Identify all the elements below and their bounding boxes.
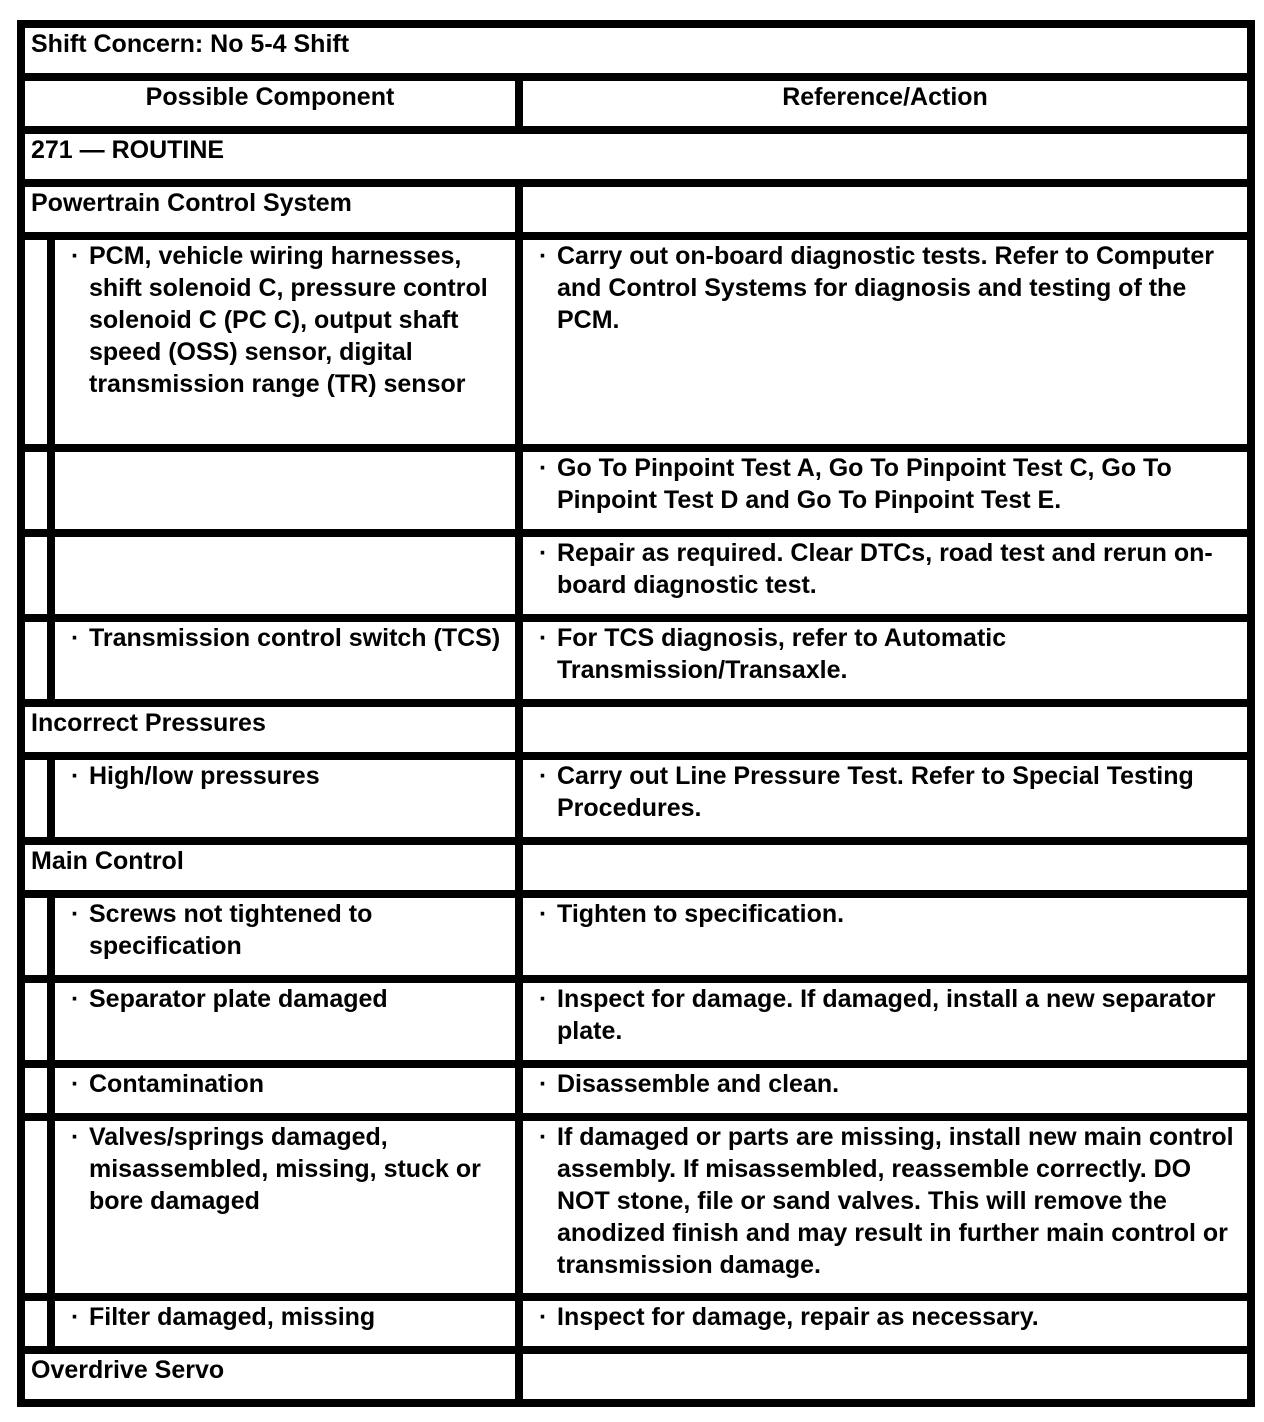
- section-name: Main Control: [21, 841, 519, 894]
- item-row: [21, 1064, 1251, 1117]
- action-cell: [519, 533, 1251, 618]
- action-cell: [519, 756, 1251, 841]
- action-cell: [519, 618, 1251, 703]
- component-cell: [51, 756, 519, 841]
- component-cell-text: Valves/springs damaged, misassembled, missing, stuck or bore damaged: [89, 1123, 481, 1215]
- action-cell-text: Repair as required. Clear DTCs, road test and rerun on-board diagnostic test.: [557, 539, 1213, 599]
- indent-cell: [21, 756, 51, 841]
- component-cell-text: High/low pressures: [89, 762, 320, 790]
- component-cell: [51, 1064, 519, 1117]
- action-cell-text: For TCS diagnosis, refer to Automatic Transmission/Transaxle.: [557, 624, 1007, 684]
- section-row: [21, 703, 1251, 756]
- section-row: [21, 1350, 1251, 1403]
- bullet-icon: ·: [539, 762, 548, 790]
- title-row: [21, 24, 1251, 77]
- action-cell-text: Carry out on-board diagnostic tests. Refer to Computer and Control Systems for diagnosis and testing of the PCM.: [557, 242, 1215, 334]
- section-row: [21, 183, 1251, 236]
- bullet-icon: ·: [71, 624, 80, 652]
- column-header-action: Reference/Action: [519, 77, 1251, 130]
- routine-row: [21, 130, 1251, 183]
- action-cell-text: Go To Pinpoint Test A, Go To Pinpoint Test C, Go To Pinpoint Test D and Go To Pinpoint Test E.: [557, 454, 1172, 514]
- item-row: [21, 618, 1251, 703]
- action-cell: [519, 1117, 1251, 1297]
- bullet-icon: ·: [539, 1123, 548, 1151]
- bullet-icon: ·: [71, 900, 80, 928]
- bullet-icon: ·: [71, 242, 80, 270]
- bullet-icon: ·: [539, 900, 548, 928]
- component-cell: [51, 894, 519, 979]
- bullet-icon: ·: [71, 985, 80, 1013]
- action-cell: [519, 1297, 1251, 1350]
- component-cell: [51, 1297, 519, 1350]
- section-action-empty: [519, 703, 1251, 756]
- component-cell: [51, 1117, 519, 1297]
- action-cell-text: If damaged or parts are missing, install new main control assembly. If misassembled, reassemble correctly. DO NOT stone, file or sand valves. This will remove the anodized finish and may result in further main control or transmission damage.: [557, 1123, 1234, 1279]
- table-title: Shift Concern: No 5-4 Shift: [21, 24, 1251, 77]
- header-row: [21, 77, 1251, 130]
- action-cell: [519, 448, 1251, 533]
- section-action-empty: [519, 183, 1251, 236]
- action-cell: [519, 236, 1251, 448]
- bullet-icon: ·: [539, 624, 548, 652]
- component-cell: [51, 448, 519, 533]
- component-cell-text: Screws not tightened to specification: [89, 900, 373, 960]
- action-cell-text: Disassemble and clean.: [557, 1070, 840, 1098]
- bullet-icon: ·: [539, 985, 548, 1013]
- bullet-icon: ·: [71, 762, 80, 790]
- item-row: [21, 533, 1251, 618]
- column-header-component: Possible Component: [21, 77, 519, 130]
- bullet-icon: ·: [539, 1303, 548, 1331]
- item-row: [21, 236, 1251, 448]
- bullet-icon: ·: [539, 242, 548, 270]
- component-cell-text: Filter damaged, missing: [89, 1303, 376, 1331]
- item-row: [21, 1297, 1251, 1350]
- indent-cell: [21, 236, 51, 448]
- section-row: [21, 841, 1251, 894]
- item-row: [21, 979, 1251, 1064]
- section-name: Incorrect Pressures: [21, 703, 519, 756]
- component-cell-text: Contamination: [89, 1070, 264, 1098]
- indent-cell: [21, 1297, 51, 1350]
- action-cell-text: Inspect for damage. If damaged, install a new separator plate.: [557, 985, 1216, 1045]
- shift-concern-table: [17, 20, 1255, 1407]
- component-cell-text: Separator plate damaged: [89, 985, 388, 1013]
- section-action-empty: [519, 841, 1251, 894]
- component-cell-text: PCM, vehicle wiring harnesses, shift solenoid C, pressure control solenoid C (PC C), output shaft speed (OSS) sensor, digital transmission range (TR) sensor: [89, 242, 488, 398]
- section-name: Overdrive Servo: [21, 1350, 519, 1403]
- component-cell-text: Transmission control switch (TCS): [89, 624, 501, 652]
- component-cell: [51, 236, 519, 448]
- bullet-icon: ·: [539, 1070, 548, 1098]
- component-cell: [51, 979, 519, 1064]
- item-row: [21, 756, 1251, 841]
- bullet-icon: ·: [71, 1303, 80, 1331]
- item-row: [21, 448, 1251, 533]
- action-cell: [519, 894, 1251, 979]
- action-cell: [519, 979, 1251, 1064]
- bullet-icon: ·: [539, 454, 548, 482]
- action-cell-text: Inspect for damage, repair as necessary.: [557, 1303, 1039, 1331]
- indent-cell: [21, 1117, 51, 1297]
- section-name: Powertrain Control System: [21, 183, 519, 236]
- indent-cell: [21, 618, 51, 703]
- indent-cell: [21, 1064, 51, 1117]
- component-cell: [51, 533, 519, 618]
- item-row: [21, 894, 1251, 979]
- routine-label: 271 — ROUTINE: [21, 130, 1251, 183]
- item-row: [21, 1117, 1251, 1297]
- bullet-icon: ·: [71, 1123, 80, 1151]
- indent-cell: [21, 448, 51, 533]
- indent-cell: [21, 894, 51, 979]
- section-action-empty: [519, 1350, 1251, 1403]
- bullet-icon: ·: [539, 539, 548, 567]
- action-cell: [519, 1064, 1251, 1117]
- action-cell-text: Tighten to specification.: [557, 900, 845, 928]
- indent-cell: [21, 979, 51, 1064]
- bullet-icon: ·: [71, 1070, 80, 1098]
- component-cell: [51, 618, 519, 703]
- indent-cell: [21, 533, 51, 618]
- action-cell-text: Carry out Line Pressure Test. Refer to Special Testing Procedures.: [557, 762, 1194, 822]
